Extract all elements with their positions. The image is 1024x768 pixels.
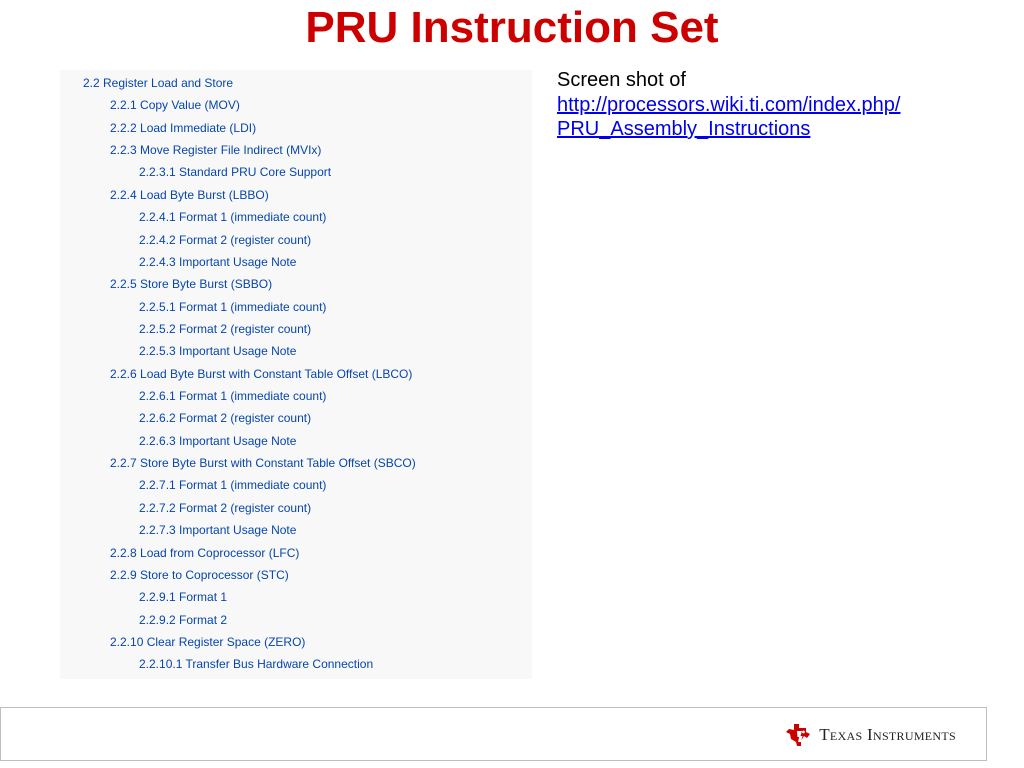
slide-title: PRU Instruction Set [305,3,719,52]
ti-logo [785,724,956,746]
toc-item[interactable]: 2.2.3.1 Standard PRU Core Support [139,165,332,180]
toc-item[interactable]: 2.2.9.1 Format 1 [139,590,228,605]
toc-item[interactable]: 2.2.5.1 Format 1 (immediate count) [139,299,327,314]
table-of-contents-screenshot [60,70,532,679]
toc-item[interactable]: 2.2.10.1 Transfer Bus Hardware Connection [139,657,374,672]
toc-item[interactable]: 2.2.10 Clear Register Space (ZERO) [110,635,306,649]
toc-item[interactable]: 2.2.9 Store to Coprocessor (STC) [110,567,289,582]
toc-item[interactable]: 2.2.5.3 Important Usage Note [139,344,297,359]
wiki-link[interactable] [557,93,997,142]
wiki-link-line-1: http://processors.wiki.ti.com/index.php/ [557,93,901,116]
toc-item[interactable]: 2.2.9.2 Format 2 [139,612,228,627]
toc-item[interactable]: 2.2.6 Load Byte Burst with Constant Table Offset (LBCO) [110,366,413,381]
toc-item[interactable]: 2.2.1 Copy Value (MOV) [110,98,240,113]
toc-item[interactable]: 2.2.7.2 Format 2 (register count) [139,500,312,515]
toc-item[interactable]: 2.2.5.2 Format 2 (register count) [139,321,312,336]
wiki-link-line-2: PRU_Assembly_Instructions [557,118,811,140]
toc-item[interactable]: 2.2.4.1 Format 1 (immediate count) [139,210,327,225]
toc-item[interactable]: 2.2.8 Load from Coprocessor (LFC) [110,545,300,560]
caption-text: Screen shot of [557,69,686,91]
toc-item[interactable]: 2.2.4.2 Format 2 (register count) [139,232,312,247]
toc-item[interactable]: 2.2.5 Store Byte Burst (SBBO) [110,277,273,292]
toc-item[interactable]: 2.2.7 Store Byte Burst with Constant Table Offset (SBCO) [110,456,416,471]
toc-item[interactable]: 2.2.6.3 Important Usage Note [139,433,297,448]
ti-logo-text: Texas Instruments [819,725,956,744]
toc-item[interactable]: 2.2 Register Load and Store [83,76,234,90]
toc-item[interactable]: 2.2.4.3 Important Usage Note [139,254,297,269]
slide-footer [0,707,987,761]
caption [557,68,997,142]
toc-item[interactable]: 2.2.2 Load Immediate (LDI) [110,120,257,135]
toc-item[interactable]: 2.2.6.2 Format 2 (register count) [139,411,312,426]
toc-item[interactable]: 2.2.4 Load Byte Burst (LBBO) [110,187,269,202]
toc-item[interactable]: 2.2.6.1 Format 1 (immediate count) [139,389,327,404]
toc-item[interactable]: 2.2.7.3 Important Usage Note [139,523,297,538]
toc-item[interactable]: 2.2.7.1 Format 1 (immediate count) [139,478,327,493]
toc-item[interactable]: 2.2.3 Move Register File Indirect (MVIx) [110,143,322,158]
ti-logo-icon [785,723,811,747]
